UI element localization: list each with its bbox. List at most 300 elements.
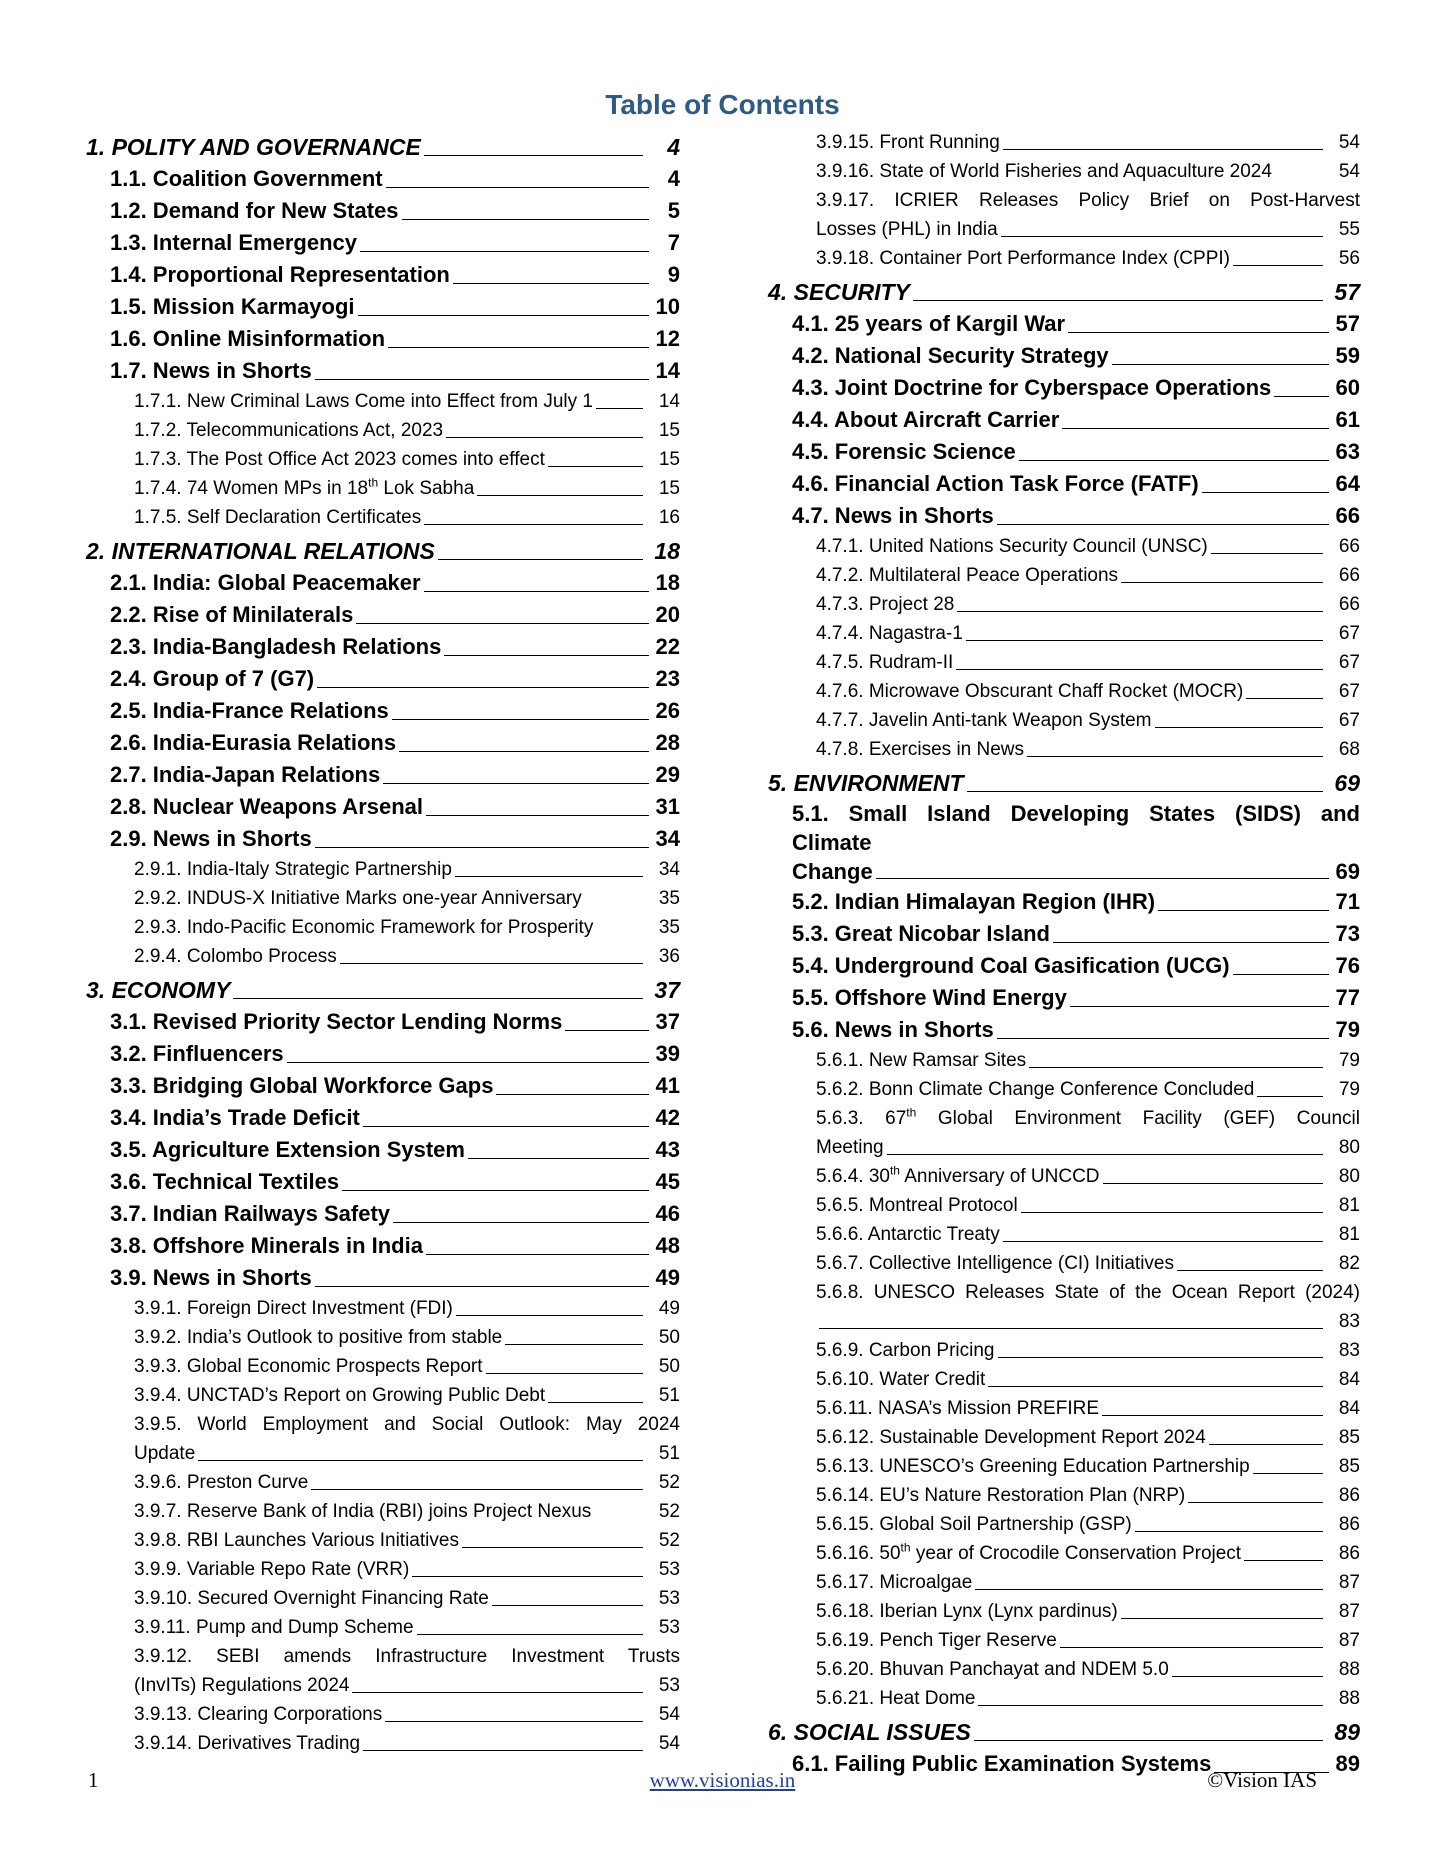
dot-leader xyxy=(1211,553,1323,554)
toc-item[interactable] xyxy=(768,1191,1360,1220)
page-title: Table of Contents xyxy=(605,89,840,120)
dot-leader xyxy=(1233,974,1329,975)
toc-item[interactable] xyxy=(86,387,680,416)
dot-leader xyxy=(340,963,643,964)
dot-leader xyxy=(548,1402,643,1403)
toc-item[interactable] xyxy=(768,706,1360,735)
toc-entry-title: 3.6. Technical Textiles xyxy=(110,1169,340,1194)
toc-entry-title-cont: Lok Sabha xyxy=(378,478,475,499)
toc-entry-text xyxy=(110,1038,284,1070)
dot-leader xyxy=(424,524,643,525)
dot-leader xyxy=(1155,727,1324,728)
dot-leader xyxy=(315,847,649,848)
toc-page-number: 36 xyxy=(658,946,680,967)
toc-page-number: 41 xyxy=(655,1073,680,1098)
toc-entry-text xyxy=(110,567,421,599)
toc-item[interactable] xyxy=(768,1104,1360,1162)
toc-subsection[interactable] xyxy=(86,195,680,227)
toc-page-number: 35 xyxy=(658,917,680,938)
toc-page-number: 54 xyxy=(1338,161,1360,182)
toc-item[interactable] xyxy=(86,1729,680,1758)
toc-entry-line-1 xyxy=(792,799,1360,857)
toc-entry-text xyxy=(816,1220,1000,1249)
toc-entry-text xyxy=(110,259,450,291)
toc-entry-title: 4.7.8. Exercises in News xyxy=(816,739,1025,760)
toc-page-number: 49 xyxy=(655,1265,680,1290)
dot-leader xyxy=(424,155,643,156)
toc-entry-title: 3.5. Agriculture Extension System xyxy=(110,1137,465,1162)
toc-entry-title-cont: Anniversary of UNCCD xyxy=(899,1166,1100,1187)
toc-item[interactable] xyxy=(768,1539,1360,1568)
toc-left-column xyxy=(86,128,680,1758)
dot-leader xyxy=(462,1547,643,1548)
toc-entry-text xyxy=(110,1134,465,1166)
toc-entry-text xyxy=(816,1481,1185,1510)
toc-entry-title: 5.6.21. Heat Dome xyxy=(816,1688,976,1709)
dot-leader xyxy=(1070,1006,1329,1007)
dot-leader xyxy=(399,751,649,752)
toc-entry-title: 3.9.4. UNCTAD’s Report on Growing Public Debt xyxy=(134,1385,546,1406)
toc-entry-title: 5.6.20. Bhuvan Panchayat and NDEM 5.0 xyxy=(816,1659,1169,1680)
toc-entry-title: 4.7.2. Multilateral Peace Operations xyxy=(816,565,1119,586)
toc-subsection[interactable] xyxy=(86,567,680,599)
dot-leader xyxy=(913,300,1323,301)
toc-entry-title: 3.7. Indian Railways Safety xyxy=(110,1201,391,1226)
toc-item[interactable] xyxy=(86,1584,680,1613)
toc-page-number: 61 xyxy=(1335,407,1360,432)
toc-entry-text xyxy=(134,1381,545,1410)
toc-subsection[interactable] xyxy=(86,695,680,727)
toc-entry-title: 1.3. Internal Emergency xyxy=(110,230,357,255)
toc-subsection[interactable] xyxy=(86,323,680,355)
toc-entry-text xyxy=(816,1365,985,1394)
toc-entry-text xyxy=(86,131,421,163)
toc-item[interactable] xyxy=(768,1220,1360,1249)
toc-subsection[interactable] xyxy=(768,1014,1360,1046)
toc-entry-title: 5.4. Underground Coal Gasification (UCG) xyxy=(792,953,1230,978)
toc-item[interactable] xyxy=(768,1278,1360,1336)
toc-item[interactable] xyxy=(768,1162,1360,1191)
dot-leader xyxy=(997,1038,1329,1039)
toc-entry-title: 5.6.19. Pench Tiger Reserve xyxy=(816,1630,1057,1651)
toc-subsection[interactable] xyxy=(768,436,1360,468)
toc-item[interactable] xyxy=(768,1568,1360,1597)
toc-subsection[interactable] xyxy=(86,227,680,259)
toc-entry-text xyxy=(816,1539,1241,1568)
toc-entry-title: 5.6.10. Water Credit xyxy=(816,1369,986,1390)
toc-entry-title: 5.6. News in Shorts xyxy=(792,1017,994,1042)
toc-entry-text xyxy=(110,631,441,663)
toc-entry-title: 5.6.9. Carbon Pricing xyxy=(816,1340,995,1361)
toc-page-number: 67 xyxy=(1338,652,1360,673)
toc-page-number: 23 xyxy=(655,666,680,691)
toc-entry-title: 1.7.2. Telecommunications Act, 2023 xyxy=(134,420,444,441)
toc-entry-title: 3.9.5. World Employment and Social Outlook: May 2024 xyxy=(134,1414,680,1435)
toc-entry-line-2 xyxy=(134,1439,680,1468)
toc-entry-text xyxy=(816,706,1152,735)
toc-subsection[interactable] xyxy=(768,950,1360,982)
toc-item[interactable] xyxy=(768,735,1360,764)
dot-leader xyxy=(1068,332,1329,333)
toc-entry-text xyxy=(86,974,230,1006)
toc-page-number: 66 xyxy=(1338,594,1360,615)
toc-page-number: 60 xyxy=(1335,375,1360,400)
toc-entry-line-2 xyxy=(816,215,1360,244)
dot-leader xyxy=(956,669,1323,670)
toc-entry-text xyxy=(816,157,1272,186)
dot-leader xyxy=(453,283,649,284)
toc-subsection[interactable] xyxy=(86,163,680,195)
toc-page-number: 52 xyxy=(658,1530,680,1551)
toc-entry-title: 2.9.2. INDUS-X Initiative Marks one-year Anniversary xyxy=(134,888,582,909)
toc-page-number: 50 xyxy=(658,1327,680,1348)
dot-leader xyxy=(1003,1241,1323,1242)
toc-item[interactable] xyxy=(768,1365,1360,1394)
dot-leader xyxy=(426,1254,649,1255)
toc-entry-title: 5.6.6. Antarctic Treaty xyxy=(816,1224,1000,1245)
dot-leader xyxy=(1001,236,1323,237)
toc-entry-title: 4.7.4. Nagastra-1 xyxy=(816,623,963,644)
toc-entry-text xyxy=(792,950,1230,982)
toc-page-number: 56 xyxy=(1338,248,1360,269)
toc-subsection[interactable] xyxy=(86,1006,680,1038)
toc-page-number: 67 xyxy=(1338,623,1360,644)
dot-leader xyxy=(876,878,1329,879)
toc-entry-title: 5.2. Indian Himalayan Region (IHR) xyxy=(792,889,1156,914)
toc-page-number: 69 xyxy=(1334,770,1360,796)
toc-entry-text xyxy=(816,244,1230,273)
toc-item[interactable] xyxy=(86,416,680,445)
toc-section[interactable] xyxy=(768,767,1360,799)
dot-leader xyxy=(1202,492,1329,493)
toc-page-number: 50 xyxy=(658,1356,680,1377)
toc-section[interactable] xyxy=(86,974,680,1006)
dot-leader xyxy=(596,408,643,409)
toc-entry-title: 3.9.16. State of World Fisheries and Aquaculture 2024 xyxy=(816,161,1272,182)
toc-item[interactable] xyxy=(768,1481,1360,1510)
toc-entry-title: 5.5. Offshore Wind Energy xyxy=(792,985,1067,1010)
toc-item[interactable] xyxy=(86,1613,680,1642)
toc-entry-text xyxy=(134,1555,409,1584)
dot-leader xyxy=(1172,1676,1323,1677)
toc-subsection[interactable] xyxy=(768,468,1360,500)
dot-leader xyxy=(455,876,643,877)
toc-item[interactable] xyxy=(86,1294,680,1323)
toc-item[interactable] xyxy=(86,1526,680,1555)
superscript: th xyxy=(900,1540,911,1555)
dot-leader xyxy=(1112,364,1329,365)
toc-item[interactable] xyxy=(86,913,680,942)
dot-leader xyxy=(342,1190,649,1191)
dot-leader xyxy=(1103,1183,1323,1184)
toc-page-number: 80 xyxy=(1338,1137,1360,1158)
toc-subsection[interactable] xyxy=(86,291,680,323)
toc-page-number: 87 xyxy=(1338,1630,1360,1651)
toc-item[interactable] xyxy=(768,244,1360,273)
toc-entry-text xyxy=(110,1166,339,1198)
toc-page-number: 10 xyxy=(655,294,680,319)
toc-item[interactable] xyxy=(86,855,680,884)
toc-subsection[interactable] xyxy=(86,1038,680,1070)
toc-page-number: 53 xyxy=(658,1617,680,1638)
toc-entry-title: 2.4. Group of 7 (G7) xyxy=(110,666,315,691)
dot-leader xyxy=(468,1158,649,1159)
dot-leader xyxy=(1246,698,1323,699)
toc-item[interactable] xyxy=(768,1655,1360,1684)
toc-entry-title: 5.6.16. 50 xyxy=(816,1543,901,1564)
toc-entry-text xyxy=(134,1294,453,1323)
toc-entry-title: 3.9.2. India’s Outlook to positive from stable xyxy=(134,1327,503,1348)
toc-page-number: 4 xyxy=(667,166,680,191)
toc-entry-text xyxy=(768,276,910,308)
dot-leader xyxy=(819,1328,1323,1329)
toc-entry-title: 5.6.4. 30 xyxy=(816,1166,890,1187)
toc-page-number: 59 xyxy=(1335,343,1360,368)
toc-entry-text xyxy=(134,1613,414,1642)
dot-leader xyxy=(978,1705,1323,1706)
dot-leader xyxy=(975,1589,1323,1590)
toc-page-number: 43 xyxy=(655,1137,680,1162)
toc-item[interactable] xyxy=(768,1452,1360,1481)
dot-leader xyxy=(492,1605,643,1606)
toc-entry-title: 4.7.5. Rudram-II xyxy=(816,652,954,673)
toc-item[interactable] xyxy=(86,445,680,474)
toc-section[interactable] xyxy=(86,535,680,567)
toc-subsection[interactable] xyxy=(768,404,1360,436)
toc-subsection[interactable] xyxy=(768,918,1360,950)
toc-item[interactable] xyxy=(768,1046,1360,1075)
dot-leader xyxy=(1121,582,1323,583)
toc-entry-title: 2. INTERNATIONAL RELATIONS xyxy=(86,538,435,564)
toc-subsection[interactable] xyxy=(86,1198,680,1230)
toc-entry-text xyxy=(86,535,435,567)
toc-entry-title: 3.9.8. RBI Launches Various Initiatives xyxy=(134,1530,459,1551)
toc-entry-title: 3.9.12. SEBI amends Infrastructure Investment Trusts xyxy=(134,1646,680,1667)
toc-entry-title: 5.6.8. UNESCO Releases State of the Ocean Report (2024) xyxy=(816,1282,1360,1303)
superscript: th xyxy=(368,475,379,490)
toc-entry-title: 4. SECURITY xyxy=(768,279,910,305)
toc-page-number: 49 xyxy=(658,1298,680,1319)
toc-entry-text xyxy=(134,913,593,942)
dot-leader xyxy=(393,1222,649,1223)
toc-section[interactable] xyxy=(768,1716,1360,1748)
toc-entry-line-2 xyxy=(792,857,1360,886)
dot-leader xyxy=(1209,1444,1323,1445)
dot-leader xyxy=(198,1460,643,1461)
toc-entry-text xyxy=(134,942,337,971)
toc-item[interactable] xyxy=(86,474,680,503)
toc-entry-title: 3.3. Bridging Global Workforce Gaps xyxy=(110,1073,494,1098)
toc-page-number: 57 xyxy=(1335,311,1360,336)
toc-entry-line-1 xyxy=(134,1642,680,1671)
toc-item[interactable] xyxy=(768,1336,1360,1365)
toc-entry-line-2 xyxy=(134,1671,680,1700)
toc-page-number: 34 xyxy=(658,859,680,880)
toc-entry-title: 3.9. News in Shorts xyxy=(110,1265,312,1290)
toc-entry-text xyxy=(816,648,953,677)
copyright-notice: ©Vision IAS xyxy=(1207,1768,1317,1792)
toc-section[interactable] xyxy=(768,276,1360,308)
toc-subsection[interactable] xyxy=(86,1262,680,1294)
toc-page-number: 16 xyxy=(658,507,680,528)
toc-item[interactable] xyxy=(768,1626,1360,1655)
toc-subsection[interactable] xyxy=(86,791,680,823)
toc-item[interactable] xyxy=(768,532,1360,561)
toc-entry-text xyxy=(110,1006,562,1038)
toc-page-number: 53 xyxy=(658,1675,680,1696)
toc-subsection[interactable] xyxy=(768,886,1360,918)
toc-page-number: 71 xyxy=(1335,889,1360,914)
toc-item[interactable] xyxy=(768,590,1360,619)
toc-item[interactable] xyxy=(86,884,680,913)
toc-subsection[interactable] xyxy=(86,1134,680,1166)
dot-leader xyxy=(1019,460,1329,461)
toc-entry-text xyxy=(792,404,1059,436)
toc-page-number: 35 xyxy=(658,888,680,909)
toc-item[interactable] xyxy=(86,1555,680,1584)
toc-item[interactable] xyxy=(768,1394,1360,1423)
toc-subsection[interactable] xyxy=(86,1102,680,1134)
toc-entry-title: 3.9.10. Secured Overnight Financing Rate xyxy=(134,1588,489,1609)
toc-subsection[interactable] xyxy=(86,1230,680,1262)
toc-item[interactable] xyxy=(86,1468,680,1497)
toc-entry-text xyxy=(816,590,954,619)
toc-item[interactable] xyxy=(86,1642,680,1700)
website-link[interactable]: www.visionias.in xyxy=(649,1768,796,1792)
dot-leader xyxy=(1158,910,1329,911)
toc-subsection[interactable] xyxy=(768,308,1360,340)
dot-leader xyxy=(1003,149,1323,150)
dot-leader xyxy=(505,1344,643,1345)
toc-page-number: 15 xyxy=(658,449,680,470)
toc-entry-title: 1.7.4. 74 Women MPs in 18 xyxy=(134,478,369,499)
toc-subsection[interactable] xyxy=(86,1166,680,1198)
toc-entry-text xyxy=(816,1336,995,1365)
dot-leader xyxy=(444,655,649,656)
toc-page-number: 89 xyxy=(1335,1751,1360,1776)
toc-item[interactable] xyxy=(86,503,680,532)
toc-item[interactable] xyxy=(86,1381,680,1410)
toc-entry-text xyxy=(816,735,1024,764)
toc-entry-text xyxy=(792,1014,994,1046)
toc-page-number: 87 xyxy=(1338,1601,1360,1622)
toc-subsection[interactable] xyxy=(86,631,680,663)
toc-entry-text xyxy=(110,227,357,259)
toc-subsection[interactable] xyxy=(768,500,1360,532)
dot-leader xyxy=(565,1030,649,1031)
toc-subsection[interactable] xyxy=(86,727,680,759)
toc-item[interactable] xyxy=(86,942,680,971)
toc-entry-text xyxy=(816,1452,1250,1481)
toc-entry-title: 5.6.18. Iberian Lynx (Lynx pardinus) xyxy=(816,1601,1118,1622)
toc-item[interactable] xyxy=(768,648,1360,677)
toc-subsection[interactable] xyxy=(86,599,680,631)
toc-item[interactable] xyxy=(768,186,1360,244)
toc-item[interactable] xyxy=(768,1249,1360,1278)
toc-item[interactable] xyxy=(768,1597,1360,1626)
toc-entry-line-2 xyxy=(816,1307,1360,1336)
toc-entry-text xyxy=(792,500,994,532)
toc-page-number: 45 xyxy=(655,1169,680,1194)
toc-item[interactable] xyxy=(86,1497,680,1526)
toc-item[interactable] xyxy=(768,619,1360,648)
toc-entry-title: 5.6.13. UNESCO’s Greening Education Partnership xyxy=(816,1456,1250,1477)
toc-entry-text xyxy=(134,884,582,913)
toc-item[interactable] xyxy=(768,1423,1360,1452)
toc-entry-title: 1.7.1. New Criminal Laws Come into Effect from July 1 xyxy=(134,391,593,412)
toc-entry-title: 4.2. National Security Strategy xyxy=(792,343,1109,368)
toc-entry-text xyxy=(134,474,474,503)
dot-leader xyxy=(360,251,649,252)
toc-page-number: 28 xyxy=(655,730,680,755)
toc-entry-title: 3.9.6. Preston Curve xyxy=(134,1472,309,1493)
toc-page-number: 66 xyxy=(1335,503,1360,528)
toc-subsection[interactable] xyxy=(768,799,1360,886)
dot-leader xyxy=(1021,1212,1323,1213)
toc-item[interactable] xyxy=(86,1700,680,1729)
toc-subsection[interactable] xyxy=(768,982,1360,1014)
toc-page-number: 51 xyxy=(658,1443,680,1464)
toc-entry-text xyxy=(816,677,1243,706)
toc-page-number: 53 xyxy=(658,1588,680,1609)
toc-subsection[interactable] xyxy=(86,823,680,855)
toc-right-column xyxy=(768,128,1360,1780)
toc-page-number: 68 xyxy=(1338,739,1360,760)
toc-entry-title: 2.2. Rise of Minilaterals xyxy=(110,602,354,627)
toc-page-number: 81 xyxy=(1338,1195,1360,1216)
toc-entry-text xyxy=(110,323,385,355)
toc-item[interactable] xyxy=(768,1075,1360,1104)
toc-subsection[interactable] xyxy=(86,663,680,695)
toc-entry-title: 3.8. Offshore Minerals in India xyxy=(110,1233,423,1258)
toc-section[interactable] xyxy=(86,131,680,163)
toc-item[interactable] xyxy=(768,157,1360,186)
toc-entry-title: 2.9.1. India-Italy Strategic Partnership xyxy=(134,859,452,880)
toc-page-number: 52 xyxy=(658,1501,680,1522)
toc-subsection[interactable] xyxy=(86,259,680,291)
toc-subsection[interactable] xyxy=(768,372,1360,404)
toc-entry-title: 3.9.3. Global Economic Prospects Report xyxy=(134,1356,483,1377)
toc-page-number: 22 xyxy=(655,634,680,659)
toc-subsection[interactable] xyxy=(86,1070,680,1102)
toc-item[interactable] xyxy=(768,128,1360,157)
dot-leader xyxy=(383,783,649,784)
toc-item[interactable] xyxy=(86,1323,680,1352)
toc-item[interactable] xyxy=(768,561,1360,590)
toc-entry-title: 1.1. Coalition Government xyxy=(110,166,383,191)
toc-entry-text xyxy=(110,663,314,695)
toc-item[interactable] xyxy=(86,1410,680,1468)
toc-item[interactable] xyxy=(768,677,1360,706)
dot-leader xyxy=(363,1750,643,1751)
toc-subsection[interactable] xyxy=(86,759,680,791)
toc-page-number: 87 xyxy=(1338,1572,1360,1593)
toc-entry-text xyxy=(816,1568,972,1597)
toc-item[interactable] xyxy=(768,1510,1360,1539)
toc-entry-line-2 xyxy=(816,1133,1360,1162)
dot-leader xyxy=(386,187,649,188)
toc-subsection[interactable] xyxy=(768,340,1360,372)
toc-page-number: 77 xyxy=(1335,985,1360,1010)
toc-entry-title: 3.1. Revised Priority Sector Lending Norms xyxy=(110,1009,563,1034)
toc-entry-line-1 xyxy=(816,186,1360,215)
toc-page-number: 42 xyxy=(655,1105,680,1130)
toc-item[interactable] xyxy=(86,1352,680,1381)
toc-entry-title: 1. POLITY AND GOVERNANCE xyxy=(86,134,421,160)
toc-item[interactable] xyxy=(768,1684,1360,1713)
toc-subsection[interactable] xyxy=(86,355,680,387)
dot-leader xyxy=(1027,756,1323,757)
